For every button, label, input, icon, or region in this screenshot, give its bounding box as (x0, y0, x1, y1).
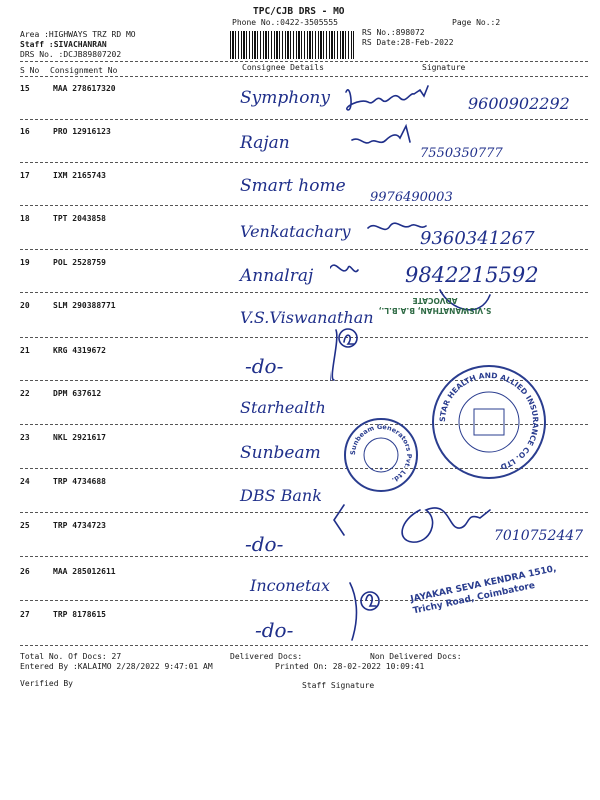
staff-signature: Staff Signature (302, 681, 375, 690)
columns-divider (20, 76, 588, 77)
handwritten-consignee: -do- (245, 354, 284, 378)
handwritten-consignee: -do- (245, 532, 284, 556)
handwritten-consignee: Annalraj (240, 266, 314, 286)
row-sno: 19 (20, 258, 30, 267)
row-consignment: TRP 8178615 (53, 610, 106, 619)
row-consignment: MAA 278617320 (53, 84, 116, 93)
handwritten-phone: 9600902292 (468, 94, 570, 113)
handwritten-phone: 9842215592 (405, 263, 539, 287)
rs-number: RS No.:898072 (362, 28, 425, 37)
handwritten-consignee: DBS Bank (240, 486, 322, 505)
handwritten-phone: 9976490003 (370, 190, 453, 205)
handwritten-consignee: Symphony (240, 88, 330, 108)
handwritten-phone: 7010752447 (494, 528, 584, 544)
insurance-stamp (432, 365, 546, 479)
verified-by: Verified By (20, 679, 73, 688)
row-sno: 21 (20, 346, 30, 355)
signature-row19 (330, 265, 358, 271)
sunbeam-stamp (344, 418, 418, 492)
row-consignment: KRG 4319672 (53, 346, 106, 355)
total-docs: Total No. Of Docs: 27 (20, 652, 122, 661)
col-consignee: Consignee Details (242, 63, 324, 72)
row-consignment: TRP 4734688 (53, 477, 106, 486)
barcode (230, 31, 354, 59)
document-title: TPC/CJB DRS - MO (253, 6, 345, 17)
col-consignment: Consignment No (50, 66, 118, 75)
handwritten-consignee: Venkatachary (240, 222, 351, 241)
row-consignment: POL 2528759 (53, 258, 106, 267)
drs-number: DRS No. :DCJB89807202 (20, 50, 122, 59)
advocate-stamp: S.VISWANATHAN, B.A.B.L., ADVOCATE (378, 296, 492, 315)
row-sno: 18 (20, 214, 30, 223)
handwritten-consignee: Starhealth (240, 398, 326, 417)
signature-row18 (368, 223, 426, 229)
printed-on: Printed On: 28-02-2022 10:09:41 (275, 662, 425, 671)
row-consignment: NKL 2921617 (53, 433, 106, 442)
row-sno: 17 (20, 171, 30, 180)
insurance-stamp-ring (434, 367, 544, 477)
row-sno: 24 (20, 477, 30, 486)
rs-date: RS Date:28-Feb-2022 (362, 38, 454, 47)
handwritten-consignee: -do- (255, 618, 294, 642)
row-consignment: TRP 4734723 (53, 521, 106, 530)
handwritten-phone: 7550350777 (420, 146, 503, 161)
row-sno: 22 (20, 389, 30, 398)
insurance-stamp-text: STAR HEALTH AND ALLIED INSURANCE CO. LTD (437, 370, 541, 472)
row-consignment: IXM 2165743 (53, 171, 106, 180)
handwritten-consignee: Inconetax (250, 576, 330, 595)
handwritten-phone: 9360341267 (420, 228, 535, 249)
signature-row25 (402, 508, 490, 542)
row-sno: 25 (20, 521, 30, 530)
row-sno: 15 (20, 84, 30, 93)
phone-number: Phone No.:0422-3505555 (232, 18, 338, 27)
non-delivered-docs: Non Delivered Docs: (370, 652, 462, 661)
header-divider (20, 61, 588, 62)
row-sno: 16 (20, 127, 30, 136)
svg-text:★: ★ (379, 465, 383, 472)
entered-by: Entered By :KALAIMO 2/28/2022 9:47:01 AM (20, 662, 213, 671)
row-sno: 26 (20, 567, 30, 576)
delivered-docs: Delivered Docs: (230, 652, 303, 661)
handwritten-consignee: Sunbeam (240, 443, 321, 463)
row-sno: 23 (20, 433, 30, 442)
signature-row16 (352, 126, 410, 143)
col-sno: S No (20, 66, 40, 75)
row-consignment: PRO 12916123 (53, 127, 111, 136)
row-consignment: SLM 290388771 (53, 301, 116, 310)
row-consignment: MAA 285012611 (53, 567, 116, 576)
svg-text:Sunbeam Generators Pvt. Ltd. (349, 423, 413, 484)
staff-label: Staff :SIVACHANRAN (20, 40, 107, 49)
row-sno: 27 (20, 610, 30, 619)
jayakar-stamp: JAYAKAR SEVA KENDRA 1510, Trichy Road, Coimbatore (409, 564, 558, 617)
sunbeam-stamp-text: Sunbeam Generators Pvt. Ltd. (348, 422, 414, 485)
handwritten-consignee: Rajan (240, 133, 290, 153)
row-consignment: DPM 637612 (53, 389, 102, 398)
area-label: Area :HIGHWAYS TRZ RD MO (20, 30, 136, 39)
svg-text:STAR HEALTH AND ALLIED INSURAN (438, 371, 540, 471)
sunbeam-stamp-ring (346, 420, 416, 490)
col-signature: Signature (422, 63, 466, 72)
row-consignment: TPT 2043858 (53, 214, 106, 223)
signature-row15 (346, 86, 428, 110)
handwritten-consignee: Smart home (240, 176, 346, 196)
page-number: Page No.:2 (452, 18, 501, 27)
row-sno: 20 (20, 301, 30, 310)
handwritten-consignee: V.S.Viswanathan (240, 308, 374, 327)
